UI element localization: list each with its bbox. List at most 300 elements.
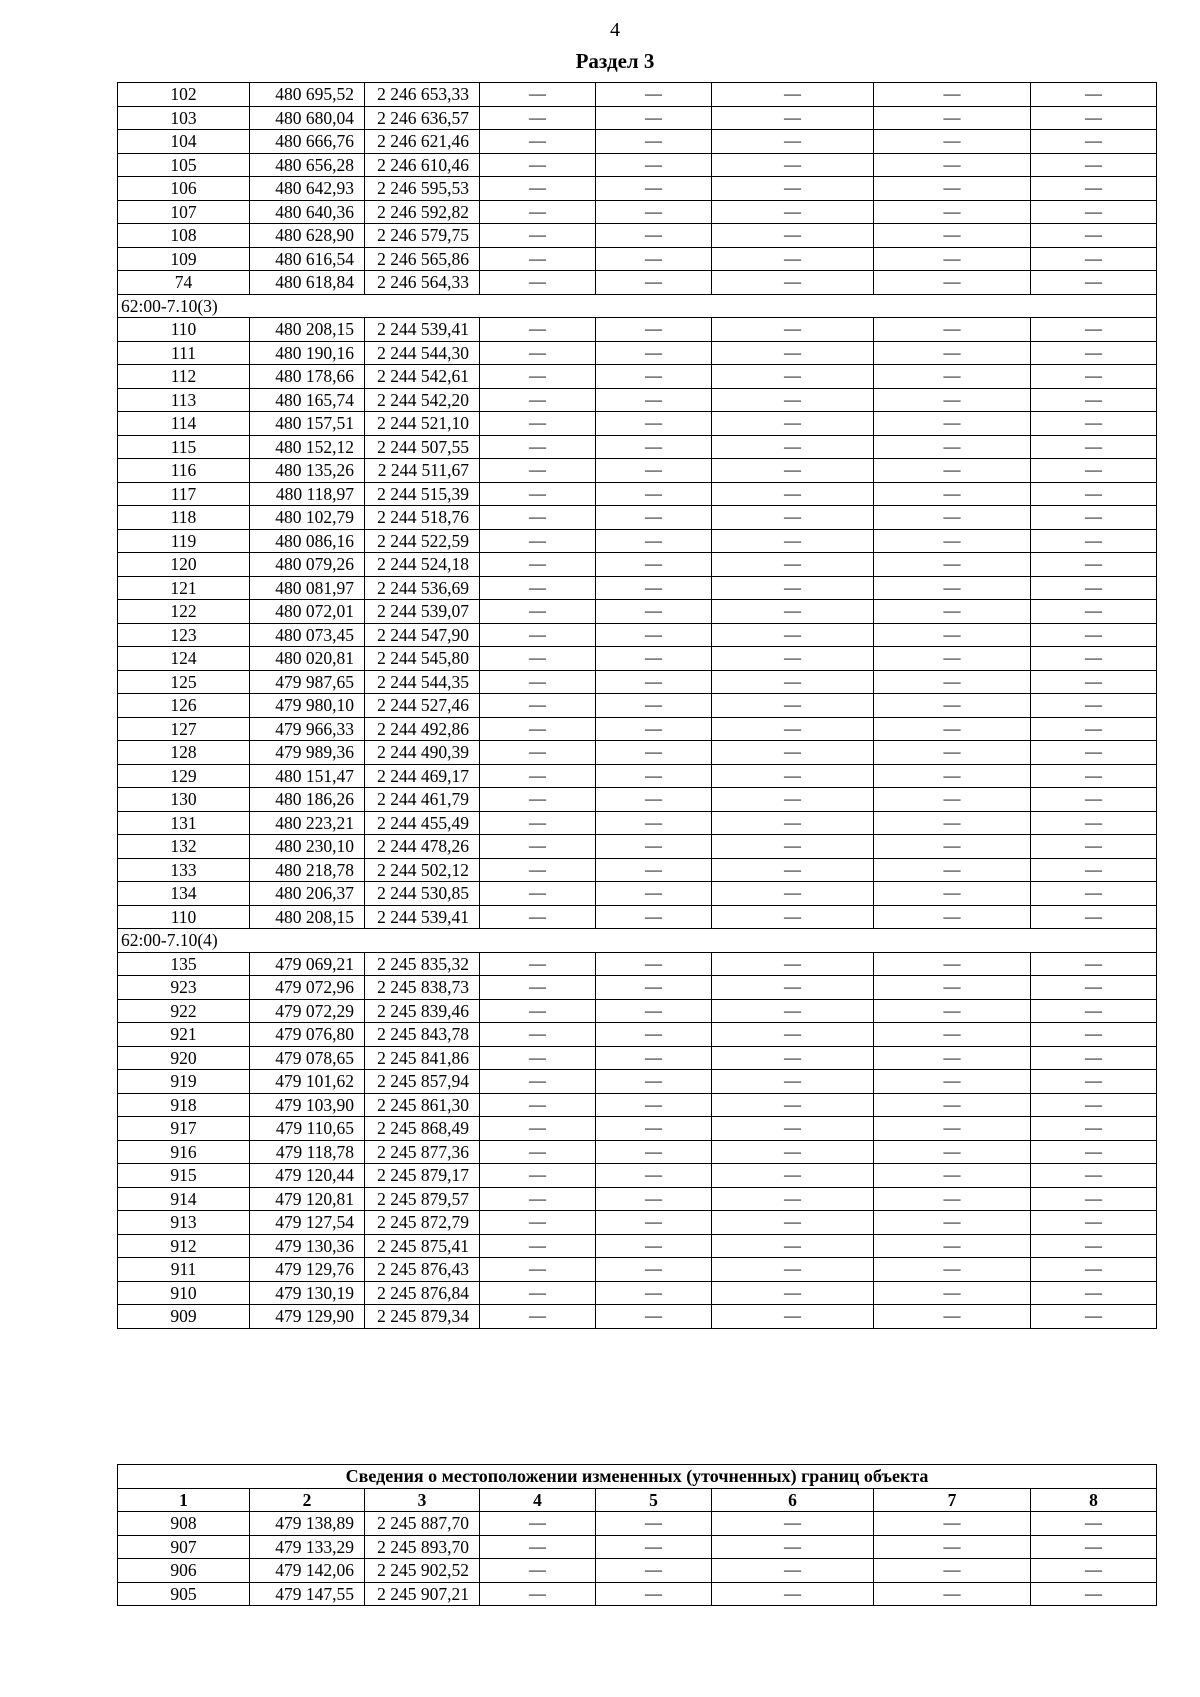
empty-value-cell: — <box>874 1046 1031 1070</box>
table-row <box>118 200 1157 224</box>
empty-value-cell: — <box>596 529 712 553</box>
empty-value-cell: — <box>712 365 874 389</box>
empty-value-cell: — <box>874 106 1031 130</box>
empty-value-cell: — <box>712 459 874 483</box>
empty-value-cell: — <box>712 999 874 1023</box>
empty-value-cell: — <box>712 717 874 741</box>
x-coordinate-cell: 480 072,01 <box>250 600 365 624</box>
y-coordinate-cell: 2 244 515,39 <box>365 482 480 506</box>
table-row <box>118 952 1157 976</box>
y-coordinate-cell: 2 245 835,32 <box>365 952 480 976</box>
empty-value-cell: — <box>480 811 596 835</box>
empty-value-cell: — <box>596 224 712 248</box>
table-row <box>118 1070 1157 1094</box>
y-coordinate-cell: 2 244 478,26 <box>365 835 480 859</box>
empty-value-cell: — <box>1031 1187 1157 1211</box>
empty-value-cell: — <box>480 318 596 342</box>
empty-value-cell: — <box>874 647 1031 671</box>
x-coordinate-cell: 480 666,76 <box>250 130 365 154</box>
point-number-cell: 909 <box>118 1305 250 1329</box>
empty-value-cell: — <box>874 271 1031 295</box>
empty-value-cell: — <box>480 1582 596 1606</box>
point-number-cell: 922 <box>118 999 250 1023</box>
empty-value-cell: — <box>874 388 1031 412</box>
empty-value-cell: — <box>596 1258 712 1282</box>
x-coordinate-cell: 479 130,19 <box>250 1281 365 1305</box>
empty-value-cell: — <box>1031 318 1157 342</box>
point-number-cell: 914 <box>118 1187 250 1211</box>
empty-value-cell: — <box>712 1559 874 1583</box>
point-number-cell: 129 <box>118 764 250 788</box>
coordinates-table <box>117 82 1157 1329</box>
x-coordinate-cell: 480 186,26 <box>250 788 365 812</box>
point-number-cell: 118 <box>118 506 250 530</box>
empty-value-cell: — <box>596 1164 712 1188</box>
y-coordinate-cell: 2 244 524,18 <box>365 553 480 577</box>
y-coordinate-cell: 2 245 841,86 <box>365 1046 480 1070</box>
empty-value-cell: — <box>874 1140 1031 1164</box>
x-coordinate-cell: 479 101,62 <box>250 1070 365 1094</box>
empty-value-cell: — <box>480 1023 596 1047</box>
y-coordinate-cell: 2 244 542,61 <box>365 365 480 389</box>
empty-value-cell: — <box>712 1258 874 1282</box>
empty-value-cell: — <box>874 576 1031 600</box>
column-number-header: 2 <box>250 1488 365 1512</box>
empty-value-cell: — <box>480 999 596 1023</box>
empty-value-cell: — <box>1031 1512 1157 1536</box>
empty-value-cell: — <box>712 83 874 107</box>
empty-value-cell: — <box>596 623 712 647</box>
table-row <box>118 858 1157 882</box>
empty-value-cell: — <box>480 1117 596 1141</box>
empty-value-cell: — <box>480 1535 596 1559</box>
empty-value-cell: — <box>712 1117 874 1141</box>
y-coordinate-cell: 2 245 877,36 <box>365 1140 480 1164</box>
empty-value-cell: — <box>874 435 1031 459</box>
empty-value-cell: — <box>480 858 596 882</box>
empty-value-cell: — <box>1031 976 1157 1000</box>
y-coordinate-cell: 2 245 838,73 <box>365 976 480 1000</box>
empty-value-cell: — <box>1031 247 1157 271</box>
x-coordinate-cell: 480 218,78 <box>250 858 365 882</box>
y-coordinate-cell: 2 245 839,46 <box>365 999 480 1023</box>
empty-value-cell: — <box>596 1305 712 1329</box>
empty-value-cell: — <box>596 811 712 835</box>
empty-value-cell: — <box>712 694 874 718</box>
point-number-cell: 123 <box>118 623 250 647</box>
empty-value-cell: — <box>480 412 596 436</box>
x-coordinate-cell: 479 118,78 <box>250 1140 365 1164</box>
point-number-cell: 105 <box>118 153 250 177</box>
empty-value-cell: — <box>874 811 1031 835</box>
y-coordinate-cell: 2 245 872,79 <box>365 1211 480 1235</box>
table-row <box>118 670 1157 694</box>
point-number-cell: 108 <box>118 224 250 248</box>
table-row <box>118 459 1157 483</box>
empty-value-cell: — <box>480 905 596 929</box>
empty-value-cell: — <box>596 412 712 436</box>
empty-value-cell: — <box>1031 1305 1157 1329</box>
x-coordinate-cell: 479 130,36 <box>250 1234 365 1258</box>
x-coordinate-cell: 479 078,65 <box>250 1046 365 1070</box>
empty-value-cell: — <box>596 388 712 412</box>
empty-value-cell: — <box>874 1070 1031 1094</box>
y-coordinate-cell: 2 244 527,46 <box>365 694 480 718</box>
table-row <box>118 83 1157 107</box>
empty-value-cell: — <box>1031 412 1157 436</box>
x-coordinate-cell: 480 190,16 <box>250 341 365 365</box>
empty-value-cell: — <box>480 1281 596 1305</box>
point-number-cell: 908 <box>118 1512 250 1536</box>
x-coordinate-cell: 480 086,16 <box>250 529 365 553</box>
empty-value-cell: — <box>874 130 1031 154</box>
x-coordinate-cell: 480 118,97 <box>250 482 365 506</box>
table-row <box>118 623 1157 647</box>
x-coordinate-cell: 479 980,10 <box>250 694 365 718</box>
x-coordinate-cell: 479 076,80 <box>250 1023 365 1047</box>
empty-value-cell: — <box>1031 882 1157 906</box>
empty-value-cell: — <box>874 341 1031 365</box>
empty-value-cell: — <box>712 177 874 201</box>
empty-value-cell: — <box>1031 1070 1157 1094</box>
column-number-header: 4 <box>480 1488 596 1512</box>
empty-value-cell: — <box>596 905 712 929</box>
table-row <box>118 999 1157 1023</box>
empty-value-cell: — <box>1031 1117 1157 1141</box>
empty-value-cell: — <box>1031 717 1157 741</box>
empty-value-cell: — <box>480 153 596 177</box>
empty-value-cell: — <box>480 106 596 130</box>
table-row <box>118 1281 1157 1305</box>
empty-value-cell: — <box>596 83 712 107</box>
empty-value-cell: — <box>874 1305 1031 1329</box>
empty-value-cell: — <box>480 365 596 389</box>
x-coordinate-cell: 480 628,90 <box>250 224 365 248</box>
empty-value-cell: — <box>596 459 712 483</box>
y-coordinate-cell: 2 244 469,17 <box>365 764 480 788</box>
y-coordinate-cell: 2 245 879,17 <box>365 1164 480 1188</box>
empty-value-cell: — <box>1031 1140 1157 1164</box>
empty-value-cell: — <box>596 576 712 600</box>
x-coordinate-cell: 479 129,76 <box>250 1258 365 1282</box>
y-coordinate-cell: 2 245 879,34 <box>365 1305 480 1329</box>
point-number-cell: 132 <box>118 835 250 859</box>
point-number-cell: 126 <box>118 694 250 718</box>
empty-value-cell: — <box>596 952 712 976</box>
empty-value-cell: — <box>1031 1093 1157 1117</box>
point-number-cell: 912 <box>118 1234 250 1258</box>
empty-value-cell: — <box>480 271 596 295</box>
x-coordinate-cell: 479 142,06 <box>250 1559 365 1583</box>
empty-value-cell: — <box>480 506 596 530</box>
group-label-row <box>118 294 1157 318</box>
empty-value-cell: — <box>480 83 596 107</box>
empty-value-cell: — <box>874 153 1031 177</box>
x-coordinate-cell: 480 223,21 <box>250 811 365 835</box>
empty-value-cell: — <box>596 1046 712 1070</box>
empty-value-cell: — <box>480 835 596 859</box>
empty-value-cell: — <box>712 788 874 812</box>
empty-value-cell: — <box>1031 482 1157 506</box>
empty-value-cell: — <box>712 482 874 506</box>
empty-value-cell: — <box>712 1187 874 1211</box>
empty-value-cell: — <box>596 177 712 201</box>
x-coordinate-cell: 480 178,66 <box>250 365 365 389</box>
empty-value-cell: — <box>874 952 1031 976</box>
point-number-cell: 113 <box>118 388 250 412</box>
point-number-cell: 920 <box>118 1046 250 1070</box>
empty-value-cell: — <box>596 1093 712 1117</box>
empty-value-cell: — <box>596 200 712 224</box>
empty-value-cell: — <box>480 529 596 553</box>
y-coordinate-cell: 2 245 902,52 <box>365 1559 480 1583</box>
empty-value-cell: — <box>874 1234 1031 1258</box>
x-coordinate-cell: 480 081,97 <box>250 576 365 600</box>
empty-value-cell: — <box>874 318 1031 342</box>
empty-value-cell: — <box>480 388 596 412</box>
empty-value-cell: — <box>1031 764 1157 788</box>
table-caption-row <box>118 1465 1157 1489</box>
empty-value-cell: — <box>712 1281 874 1305</box>
empty-value-cell: — <box>712 506 874 530</box>
empty-value-cell: — <box>712 130 874 154</box>
point-number-cell: 128 <box>118 741 250 765</box>
y-coordinate-cell: 2 244 547,90 <box>365 623 480 647</box>
y-coordinate-cell: 2 245 887,70 <box>365 1512 480 1536</box>
point-number-cell: 111 <box>118 341 250 365</box>
empty-value-cell: — <box>596 600 712 624</box>
empty-value-cell: — <box>874 200 1031 224</box>
empty-value-cell: — <box>712 1093 874 1117</box>
empty-value-cell: — <box>712 1305 874 1329</box>
point-number-cell: 107 <box>118 200 250 224</box>
empty-value-cell: — <box>874 623 1031 647</box>
table-row <box>118 1140 1157 1164</box>
y-coordinate-cell: 2 246 564,33 <box>365 271 480 295</box>
empty-value-cell: — <box>712 741 874 765</box>
empty-value-cell: — <box>874 1281 1031 1305</box>
empty-value-cell: — <box>596 764 712 788</box>
empty-value-cell: — <box>712 1046 874 1070</box>
table-row <box>118 1023 1157 1047</box>
empty-value-cell: — <box>712 200 874 224</box>
y-coordinate-cell: 2 245 876,84 <box>365 1281 480 1305</box>
x-coordinate-cell: 480 230,10 <box>250 835 365 859</box>
empty-value-cell: — <box>480 435 596 459</box>
point-number-cell: 905 <box>118 1582 250 1606</box>
point-number-cell: 916 <box>118 1140 250 1164</box>
y-coordinate-cell: 2 244 539,41 <box>365 318 480 342</box>
table-row <box>118 1164 1157 1188</box>
empty-value-cell: — <box>1031 905 1157 929</box>
empty-value-cell: — <box>480 1559 596 1583</box>
group-label: 62:00-7.10(4) <box>118 929 1157 953</box>
empty-value-cell: — <box>480 623 596 647</box>
point-number-cell: 119 <box>118 529 250 553</box>
point-number-cell: 102 <box>118 83 250 107</box>
empty-value-cell: — <box>874 858 1031 882</box>
y-coordinate-cell: 2 246 653,33 <box>365 83 480 107</box>
empty-value-cell: — <box>712 1535 874 1559</box>
y-coordinate-cell: 2 244 530,85 <box>365 882 480 906</box>
empty-value-cell: — <box>596 271 712 295</box>
x-coordinate-cell: 480 695,52 <box>250 83 365 107</box>
point-number-cell: 106 <box>118 177 250 201</box>
empty-value-cell: — <box>1031 1258 1157 1282</box>
x-coordinate-cell: 480 079,26 <box>250 553 365 577</box>
y-coordinate-cell: 2 244 545,80 <box>365 647 480 671</box>
column-number-header: 8 <box>1031 1488 1157 1512</box>
y-coordinate-cell: 2 244 507,55 <box>365 435 480 459</box>
empty-value-cell: — <box>874 670 1031 694</box>
y-coordinate-cell: 2 245 876,43 <box>365 1258 480 1282</box>
table-caption: Сведения о местоположении измененных (уточненных) границ объекта <box>118 1465 1157 1489</box>
empty-value-cell: — <box>1031 1582 1157 1606</box>
table-row <box>118 1093 1157 1117</box>
table-row <box>118 1512 1157 1536</box>
table-row <box>118 1559 1157 1583</box>
y-coordinate-cell: 2 244 539,07 <box>365 600 480 624</box>
empty-value-cell: — <box>874 1187 1031 1211</box>
empty-value-cell: — <box>712 153 874 177</box>
section-title: Раздел 3 <box>575 49 655 73</box>
empty-value-cell: — <box>596 835 712 859</box>
empty-value-cell: — <box>596 553 712 577</box>
empty-value-cell: — <box>874 365 1031 389</box>
table-row <box>118 694 1157 718</box>
empty-value-cell: — <box>596 976 712 1000</box>
x-coordinate-cell: 480 157,51 <box>250 412 365 436</box>
empty-value-cell: — <box>596 999 712 1023</box>
x-coordinate-cell: 480 206,37 <box>250 882 365 906</box>
empty-value-cell: — <box>712 1211 874 1235</box>
empty-value-cell: — <box>480 1211 596 1235</box>
point-number-cell: 907 <box>118 1535 250 1559</box>
point-number-cell: 127 <box>118 717 250 741</box>
empty-value-cell: — <box>480 1046 596 1070</box>
changed-boundaries-table <box>117 1464 1157 1606</box>
empty-value-cell: — <box>480 341 596 365</box>
empty-value-cell: — <box>1031 647 1157 671</box>
empty-value-cell: — <box>1031 1164 1157 1188</box>
empty-value-cell: — <box>596 670 712 694</box>
empty-value-cell: — <box>596 788 712 812</box>
empty-value-cell: — <box>712 271 874 295</box>
point-number-cell: 915 <box>118 1164 250 1188</box>
table-row <box>118 1234 1157 1258</box>
empty-value-cell: — <box>480 952 596 976</box>
empty-value-cell: — <box>874 600 1031 624</box>
empty-value-cell: — <box>712 600 874 624</box>
y-coordinate-cell: 2 244 521,10 <box>365 412 480 436</box>
empty-value-cell: — <box>1031 106 1157 130</box>
empty-value-cell: — <box>712 882 874 906</box>
y-coordinate-cell: 2 246 636,57 <box>365 106 480 130</box>
empty-value-cell: — <box>1031 341 1157 365</box>
empty-value-cell: — <box>874 1535 1031 1559</box>
y-coordinate-cell: 2 244 492,86 <box>365 717 480 741</box>
empty-value-cell: — <box>596 741 712 765</box>
empty-value-cell: — <box>712 1140 874 1164</box>
empty-value-cell: — <box>874 1023 1031 1047</box>
empty-value-cell: — <box>1031 459 1157 483</box>
table-row <box>118 177 1157 201</box>
x-coordinate-cell: 479 966,33 <box>250 717 365 741</box>
empty-value-cell: — <box>480 224 596 248</box>
y-coordinate-cell: 2 246 621,46 <box>365 130 480 154</box>
empty-value-cell: — <box>712 224 874 248</box>
empty-value-cell: — <box>480 670 596 694</box>
empty-value-cell: — <box>874 506 1031 530</box>
x-coordinate-cell: 480 208,15 <box>250 905 365 929</box>
empty-value-cell: — <box>712 1164 874 1188</box>
point-number-cell: 921 <box>118 1023 250 1047</box>
empty-value-cell: — <box>1031 271 1157 295</box>
empty-value-cell: — <box>874 976 1031 1000</box>
empty-value-cell: — <box>596 365 712 389</box>
table-row <box>118 600 1157 624</box>
table-row <box>118 529 1157 553</box>
point-number-cell: 109 <box>118 247 250 271</box>
empty-value-cell: — <box>874 482 1031 506</box>
empty-value-cell: — <box>480 247 596 271</box>
empty-value-cell: — <box>712 341 874 365</box>
x-coordinate-cell: 480 618,84 <box>250 271 365 295</box>
table-row <box>118 365 1157 389</box>
empty-value-cell: — <box>480 1258 596 1282</box>
table-row <box>118 388 1157 412</box>
empty-value-cell: — <box>596 482 712 506</box>
table-row <box>118 1582 1157 1606</box>
empty-value-cell: — <box>596 1234 712 1258</box>
x-coordinate-cell: 479 072,96 <box>250 976 365 1000</box>
empty-value-cell: — <box>596 106 712 130</box>
point-number-cell: 114 <box>118 412 250 436</box>
y-coordinate-cell: 2 244 455,49 <box>365 811 480 835</box>
y-coordinate-cell: 2 245 861,30 <box>365 1093 480 1117</box>
x-coordinate-cell: 480 135,26 <box>250 459 365 483</box>
point-number-cell: 74 <box>118 271 250 295</box>
empty-value-cell: — <box>596 1535 712 1559</box>
x-coordinate-cell: 480 208,15 <box>250 318 365 342</box>
empty-value-cell: — <box>596 318 712 342</box>
empty-value-cell: — <box>1031 811 1157 835</box>
empty-value-cell: — <box>480 482 596 506</box>
empty-value-cell: — <box>596 1582 712 1606</box>
table-row <box>118 130 1157 154</box>
point-number-cell: 910 <box>118 1281 250 1305</box>
empty-value-cell: — <box>1031 365 1157 389</box>
empty-value-cell: — <box>712 1070 874 1094</box>
y-coordinate-cell: 2 245 868,49 <box>365 1117 480 1141</box>
empty-value-cell: — <box>874 247 1031 271</box>
empty-value-cell: — <box>874 1258 1031 1282</box>
empty-value-cell: — <box>480 694 596 718</box>
empty-value-cell: — <box>480 1140 596 1164</box>
empty-value-cell: — <box>712 247 874 271</box>
y-coordinate-cell: 2 245 857,94 <box>365 1070 480 1094</box>
empty-value-cell: — <box>712 553 874 577</box>
empty-value-cell: — <box>596 694 712 718</box>
table-row <box>118 764 1157 788</box>
empty-value-cell: — <box>596 1140 712 1164</box>
x-coordinate-cell: 479 120,44 <box>250 1164 365 1188</box>
empty-value-cell: — <box>1031 1023 1157 1047</box>
y-coordinate-cell: 2 245 907,21 <box>365 1582 480 1606</box>
empty-value-cell: — <box>712 976 874 1000</box>
y-coordinate-cell: 2 244 539,41 <box>365 905 480 929</box>
empty-value-cell: — <box>712 106 874 130</box>
